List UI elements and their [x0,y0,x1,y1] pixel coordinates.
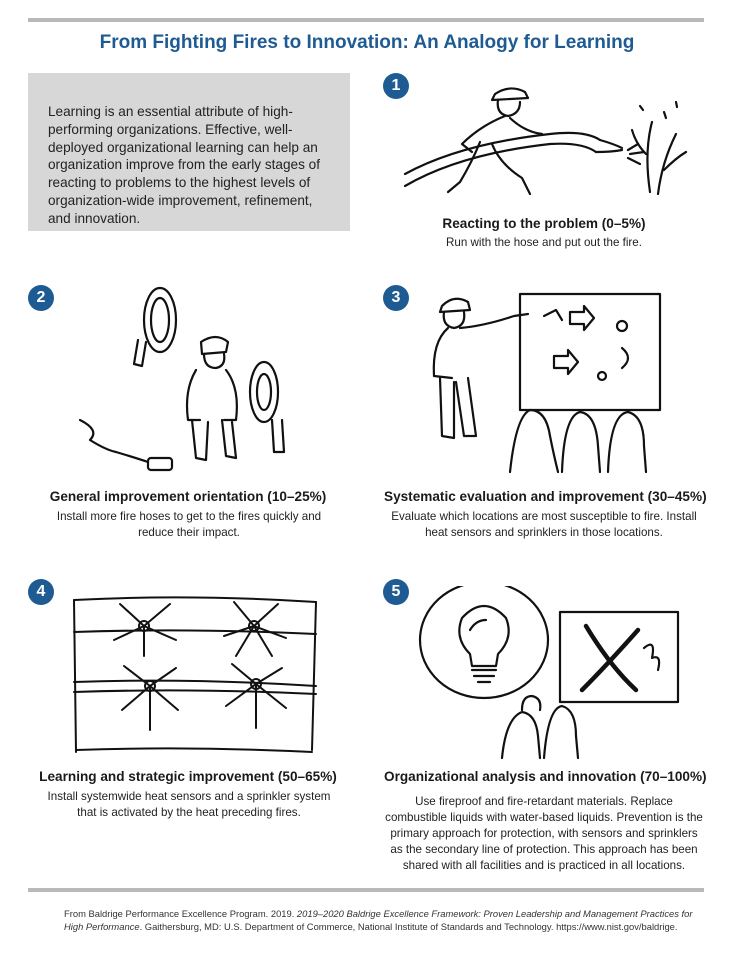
sprinkler-grid-illustration [70,588,320,758]
citation-prefix: From Baldrige Performance Excellence Program. 2019. [64,908,295,919]
source-citation [64,907,704,933]
stage-2-number-badge: 2 [28,285,54,311]
stage-3-title: Systematic evaluation and improvement (30–45%) [384,489,707,504]
stage-4-title: Learning and strategic improvement (50–65%) [39,769,337,784]
intro-text: Learning is an essential attribute of high-performing organizations. Effective, well-deployed organizational learning can help an organization improve from the early stages of reacting to problems to the highest levels of organization-wide improvement, refinement, and innovation. [48,104,321,226]
hose-reels-illustration [76,280,316,480]
citation-suffix: . Gaithersburg, MD: U.S. Department of Commerce, National Institute of Standards and Technology. https://www.nist.gov/baldrige. [139,921,678,932]
stage-4-number-badge: 4 [28,579,54,605]
bottom-divider [28,888,704,892]
top-divider [28,18,704,22]
stage-5-title: Organizational analysis and innovation (70–100%) [384,769,707,784]
stage-2-description: Install more fire hoses to get to the fires quickly and reduce their impact. [56,510,322,539]
stage-3-description: Evaluate which locations are most susceptible to fire. Install heat sensors and sprinklers in those locations. [391,510,697,539]
stage-4-description: Install systemwide heat sensors and a sprinkler system that is activated by the heat preceding fires. [47,790,331,819]
stage-2-title: General improvement orientation (10–25%) [49,489,327,504]
citation-work-title: 2019–2020 Baldrige Excellence Framework: Proven Leadership and Management Practices for High Performance [64,908,693,932]
stage-1-number-badge: 1 [383,73,409,99]
lightbulb-idea-illustration [410,586,682,764]
intro-box [28,73,350,231]
page-title: From Fighting Fires to Innovation: An Analogy for Learning [99,32,635,53]
stage-1-description: Run with the hose and put out the fire. [446,236,642,249]
stage-3-number-badge: 3 [383,285,409,311]
stage-5-description: Use fireproof and fire-retardant materials. Replace combustible liquids with water-based liquids. Prevention is the primary approach for protection, with sensors and sprinklers as the secondary line of protection. This approach has been shared with all facilities and is practiced in all locations. [385,795,703,872]
presenter-board-illustration [424,286,674,482]
firefighter-hose-illustration [400,82,690,210]
stage-5-number-badge: 5 [383,579,409,605]
stage-1-title: Reacting to the problem (0–5%) [442,216,646,231]
